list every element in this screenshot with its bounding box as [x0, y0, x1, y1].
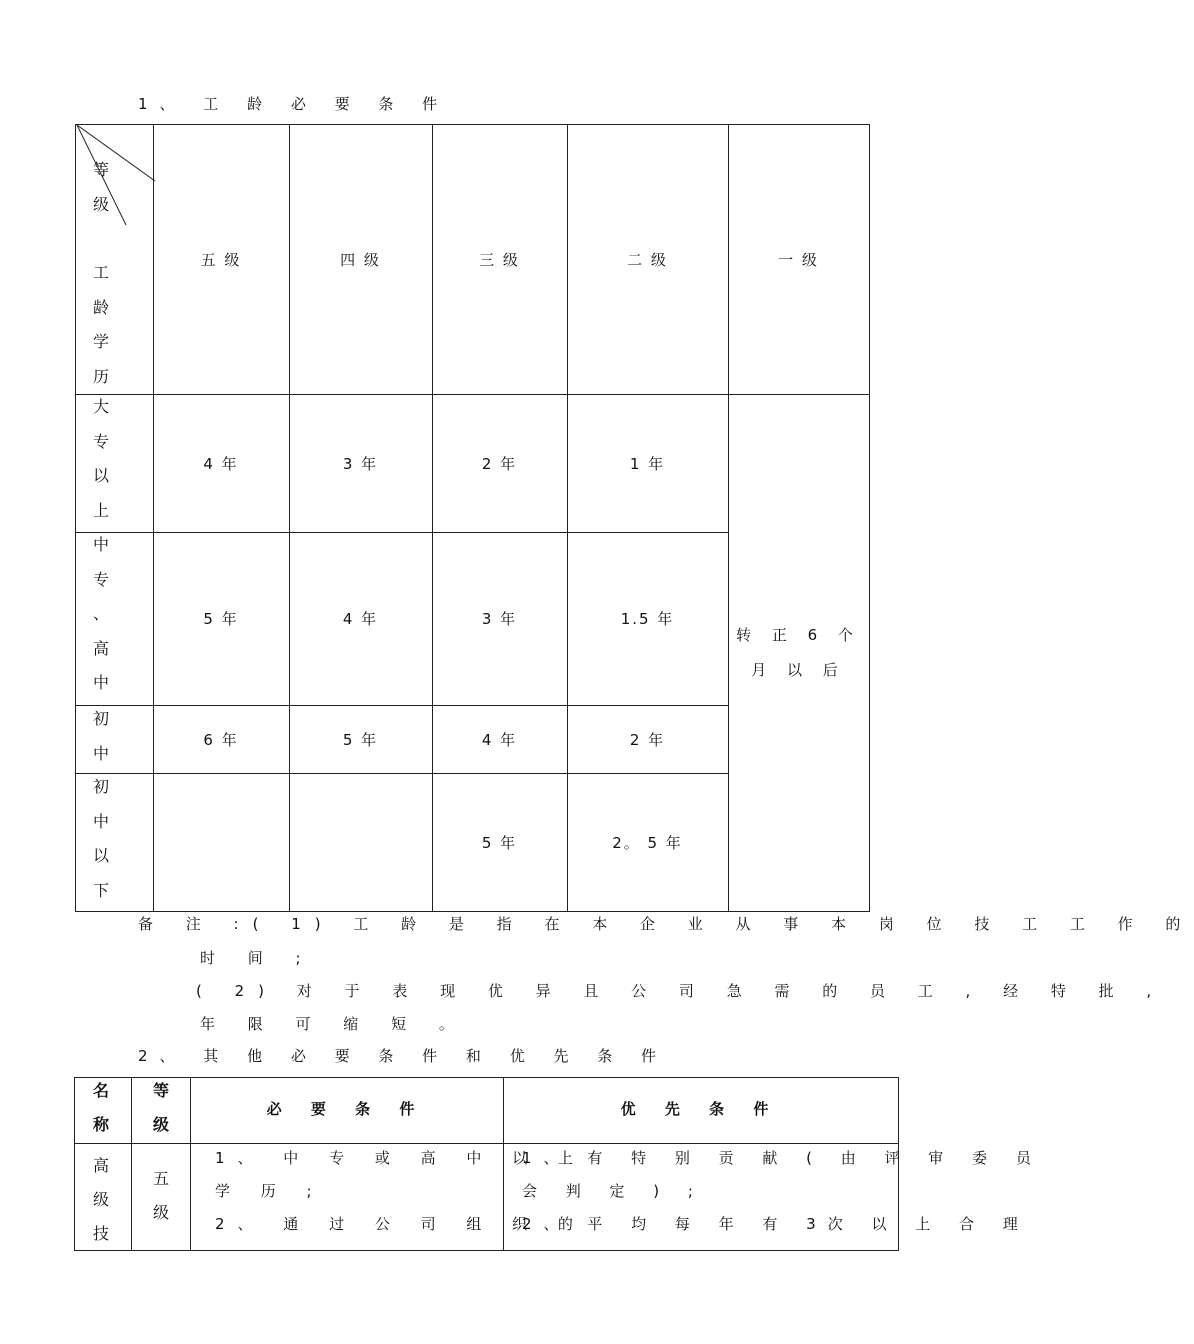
row-level-5: 五 级 — [152, 1169, 169, 1222]
table-cell: 1 年 — [629, 454, 666, 473]
level-header-3: 三 级 — [479, 250, 520, 269]
table-border — [74, 1077, 899, 1078]
header-preferred-conditions: 优 先 条 件 — [620, 1100, 781, 1118]
table-cell: 4 年 — [342, 610, 379, 628]
required-line-2: 学 历 ; — [215, 1182, 325, 1200]
table-cell: 4 年 — [203, 454, 239, 473]
section1-title: 1、 工 龄 必 要 条 件 — [138, 95, 450, 113]
header-name: 名 称 — [92, 1081, 109, 1134]
table-cell: 2 年 — [629, 730, 666, 749]
table-cell: 3 年 — [481, 610, 518, 628]
header-level: 等 级 — [152, 1081, 169, 1134]
corner-label-seniority-education: 工 龄 学 历 — [92, 263, 109, 386]
edu-label-secondary: 中 专 、 高 中 — [92, 535, 109, 692]
required-line-1: 1、 中 专 或 高 中 以 上 — [215, 1149, 586, 1167]
level-header-2: 二 级 — [627, 250, 668, 269]
row-name-senior-tech: 高 级 技 — [92, 1156, 109, 1243]
table-cell: 5 年 — [203, 610, 239, 628]
level-header-1: 一 级 — [778, 250, 819, 269]
preferred-line-3: 2、 平 均 每 年 有 3次 以 上 合 理 — [522, 1215, 1030, 1233]
table-cell: 4 年 — [481, 730, 518, 749]
table-cell: 5 年 — [342, 730, 379, 749]
edu-label-college: 大 专 以 上 — [92, 397, 109, 520]
table-border — [131, 1077, 132, 1251]
edu-label-below-junior: 初 中 以 下 — [92, 777, 109, 900]
table-border — [74, 1250, 899, 1251]
table-cell: 6 年 — [203, 730, 239, 749]
table-border — [869, 124, 870, 912]
note-line-4: 年 限 可 缩 短 。 — [200, 1015, 468, 1033]
corner-label-level: 等 级 — [92, 160, 109, 214]
table-cell — [289, 773, 432, 911]
note-line-2: 时 间 ; — [200, 949, 315, 967]
table-cell: 3 年 — [342, 454, 379, 473]
section2-title: 2、 其 他 必 要 条 件 和 优 先 条 件 — [138, 1047, 668, 1065]
table-cell — [153, 773, 289, 911]
corner-diagonals — [75, 124, 155, 234]
table-cell: 2 年 — [481, 454, 518, 473]
table-cell: 1.5 年 — [620, 610, 675, 628]
note-line-3: ( 2) 对 于 表 现 优 异 且 公 司 急 需 的 员 工 , 经 特 批 , — [196, 982, 1166, 1000]
level-header-4: 四 级 — [340, 250, 381, 269]
level1-requirement-cell: 转 正 6 个 月 以 后 — [736, 625, 861, 679]
level-header-5: 五 级 — [200, 250, 242, 269]
preferred-line-1: 1、 有 特 别 贡 献 ( 由 评 审 委 员 — [522, 1149, 1043, 1167]
required-line-3: 2、 通 过 公 司 组 织 的 — [215, 1215, 586, 1233]
edu-label-junior: 初 中 — [92, 709, 109, 763]
note-line-1: 备 注 :( 1) 工 龄 是 指 在 本 企 业 从 事 本 岗 位 技 工 工 作 的 — [138, 915, 1194, 933]
table-cell: 5 年 — [481, 833, 518, 852]
preferred-line-2: 会 判 定 ) ; — [522, 1182, 705, 1200]
header-required-conditions: 必 要 条 件 — [266, 1100, 427, 1118]
table-cell: 2。 5 年 — [612, 833, 683, 852]
table-border — [75, 124, 76, 912]
table-border — [74, 1077, 75, 1251]
